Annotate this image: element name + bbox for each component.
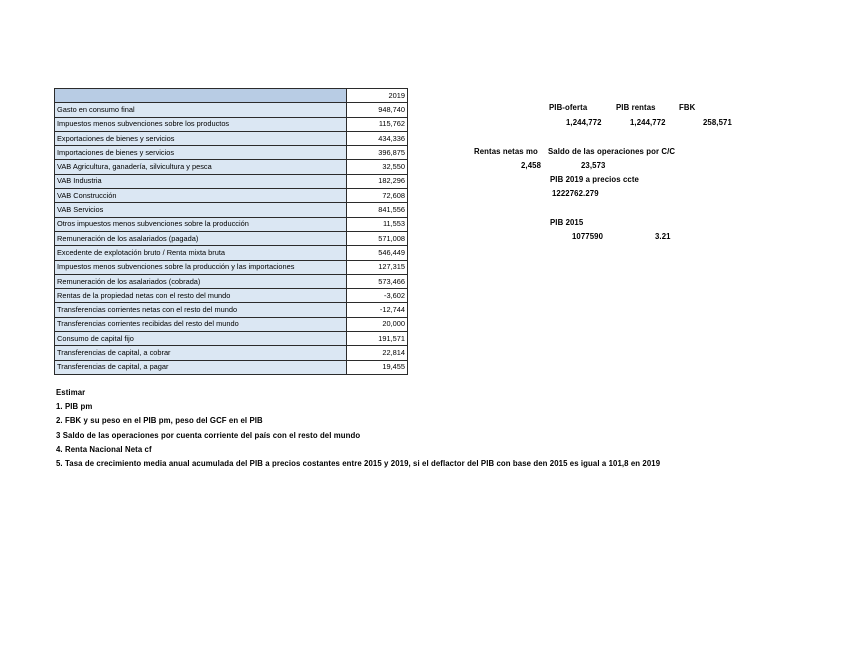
table-row <box>55 274 408 288</box>
table-row <box>55 103 408 117</box>
data-table-body <box>55 89 408 375</box>
row-label-cell[interactable]: Gasto en consumo final <box>55 103 347 117</box>
table-row <box>55 303 408 317</box>
task-item: 5. Tasa de crecimiento media anual acumulada del PIB a precios costantes entre 2015 y 2019, si el deflactor del PIB con base den 2015 es igual a 101,8 en 2019 <box>56 459 661 468</box>
year-header[interactable]: 2019 <box>347 89 408 103</box>
row-value-cell[interactable]: 182,296 <box>347 174 408 188</box>
table-row <box>55 217 408 231</box>
row-value-cell[interactable]: 32,550 <box>347 160 408 174</box>
pib2015-value: 1077590 <box>572 232 604 241</box>
row-value-cell[interactable]: 546,449 <box>347 246 408 260</box>
fbk-value: 258,571 <box>703 118 732 127</box>
row-label-cell[interactable]: Transferencias de capital, a cobrar <box>55 346 347 360</box>
task-item: 1. PIB pm <box>56 402 93 411</box>
row-label-cell[interactable]: Impuestos menos subvenciones sobre la producción y las importaciones <box>55 260 347 274</box>
row-label-cell[interactable]: Remuneración de los asalariados (pagada) <box>55 231 347 245</box>
task-item-clip <box>56 459 746 468</box>
row-value-cell[interactable]: 841,556 <box>347 203 408 217</box>
fbk-label: FBK <box>679 103 696 112</box>
task-item: 3 Saldo de las operaciones por cuenta corriente del país con el resto del mundo <box>56 431 361 440</box>
task-item: 4. Renta Nacional Neta cf <box>56 445 152 454</box>
table-row <box>55 317 408 331</box>
table-row <box>55 346 408 360</box>
row-label-cell[interactable]: Excedente de explotación bruto / Renta mixta bruta <box>55 246 347 260</box>
table-row <box>55 332 408 346</box>
row-label-cell[interactable]: VAB Agricultura, ganadería, silvicultura y pesca <box>55 160 347 174</box>
pib-rentas-value: 1,244,772 <box>630 118 666 127</box>
row-label-cell[interactable]: Impuestos menos subvenciones sobre los productos <box>55 117 347 131</box>
row-value-cell[interactable]: 191,571 <box>347 332 408 346</box>
rentas-netas-label: Rentas netas mo <box>474 147 538 156</box>
row-value-cell[interactable]: 19,455 <box>347 360 408 374</box>
row-label-cell[interactable]: Otros impuestos menos subvenciones sobre la producción <box>55 217 347 231</box>
row-value-cell[interactable]: 22,814 <box>347 346 408 360</box>
table-row <box>55 203 408 217</box>
row-label-cell[interactable]: Rentas de la propiedad netas con el resto del mundo <box>55 289 347 303</box>
pib2019-value: 1222762.279 <box>552 189 599 198</box>
row-label-cell[interactable]: Transferencias corrientes recibidas del resto del mundo <box>55 317 347 331</box>
table-row <box>55 160 408 174</box>
pib2015-label: PIB 2015 <box>550 218 584 227</box>
row-label-cell[interactable]: Transferencias de capital, a pagar <box>55 360 347 374</box>
row-value-cell[interactable]: 20,000 <box>347 317 408 331</box>
data-table <box>54 88 408 375</box>
rentas-netas-value: 2,458 <box>521 161 542 170</box>
tasks-title: Estimar <box>56 388 86 397</box>
row-value-cell[interactable]: 72,608 <box>347 189 408 203</box>
row-label-cell[interactable]: Transferencias corrientes netas con el resto del mundo <box>55 303 347 317</box>
row-label-cell[interactable]: VAB Industria <box>55 174 347 188</box>
task-item: 2. FBK y su peso en el PIB pm, peso del GCF en el PIB <box>56 416 263 425</box>
row-value-cell[interactable]: 571,008 <box>347 231 408 245</box>
row-label-cell[interactable]: Importaciones de bienes y servicios <box>55 146 347 160</box>
row-label-cell[interactable]: VAB Construcción <box>55 189 347 203</box>
growth-rate-value: 3.21 <box>655 232 671 241</box>
table-row <box>55 189 408 203</box>
table-row <box>55 260 408 274</box>
table-row <box>55 289 408 303</box>
pib-rentas-label: PIB rentas <box>616 103 656 112</box>
row-value-cell[interactable]: 11,553 <box>347 217 408 231</box>
table-row <box>55 231 408 245</box>
row-value-cell[interactable]: 434,336 <box>347 131 408 145</box>
table-row <box>55 131 408 145</box>
row-value-cell[interactable]: 115,762 <box>347 117 408 131</box>
header-blank-cell[interactable] <box>55 89 347 103</box>
table-row <box>55 360 408 374</box>
table-row <box>55 174 408 188</box>
table-header-row <box>55 89 408 103</box>
table-row <box>55 246 408 260</box>
row-label-cell[interactable]: VAB Servicios <box>55 203 347 217</box>
row-value-cell[interactable]: -3,602 <box>347 289 408 303</box>
pib-oferta-label: PIB-oferta <box>549 103 588 112</box>
row-value-cell[interactable]: 396,875 <box>347 146 408 160</box>
saldo-cc-label: Saldo de las operaciones por C/C <box>548 147 676 156</box>
saldo-cc-value: 23,573 <box>581 161 606 170</box>
row-label-cell[interactable]: Remuneración de los asalariados (cobrada) <box>55 274 347 288</box>
row-value-cell[interactable]: 127,315 <box>347 260 408 274</box>
pib-oferta-value: 1,244,772 <box>566 118 602 127</box>
row-label-cell[interactable]: Consumo de capital fijo <box>55 332 347 346</box>
row-value-cell[interactable]: 948,740 <box>347 103 408 117</box>
row-value-cell[interactable]: -12,744 <box>347 303 408 317</box>
table-row <box>55 117 408 131</box>
row-value-cell[interactable]: 573,466 <box>347 274 408 288</box>
pib2019-label: PIB 2019 a precios ccte <box>550 175 639 184</box>
row-label-cell[interactable]: Exportaciones de bienes y servicios <box>55 131 347 145</box>
table-row <box>55 146 408 160</box>
